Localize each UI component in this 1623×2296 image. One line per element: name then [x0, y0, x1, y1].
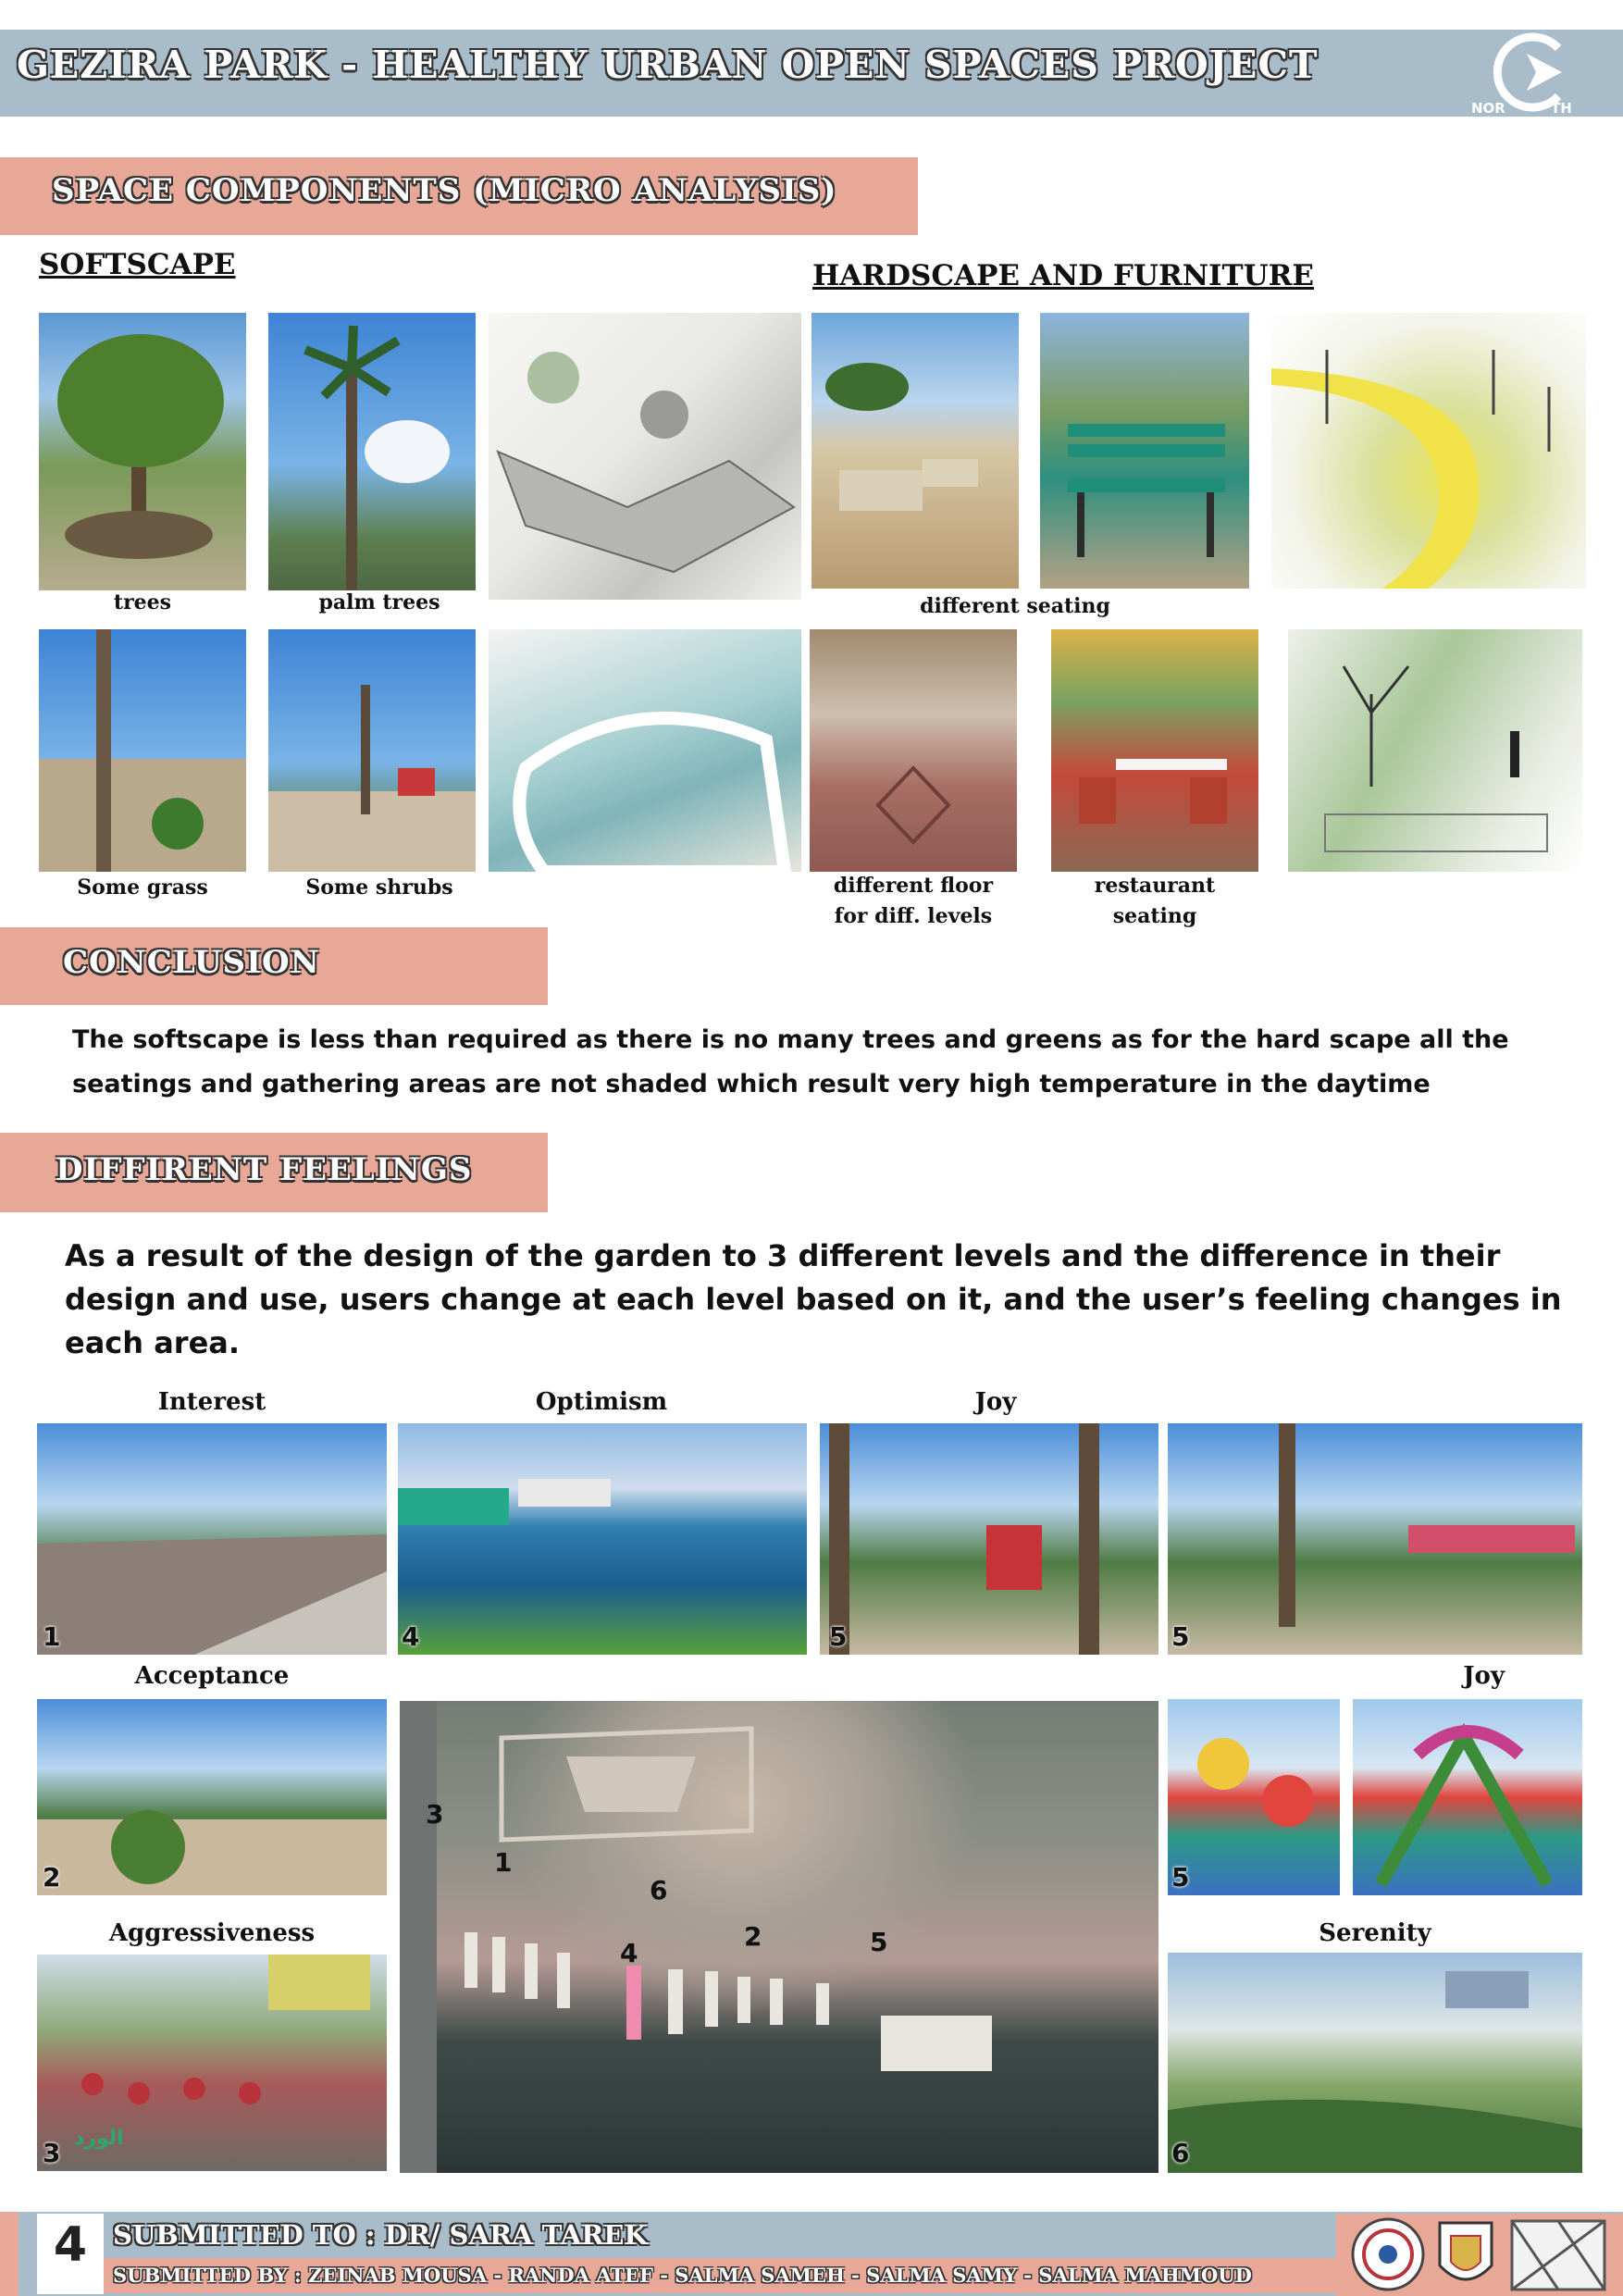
palm-trees-photo [268, 313, 476, 590]
page-title: GEZIRA PARK - HEALTHY URBAN OPEN SPACES PROJECT [17, 43, 1319, 87]
map-marker-4: 4 [620, 1938, 638, 1968]
photo-number-aggressiveness: 3 [43, 2138, 61, 2168]
page-number: 4 [53, 2217, 88, 2273]
feelings-title: DIFFIRENT FEELINGS [56, 1151, 473, 1188]
submitted-to: SUBMITTED TO : DR/ SARA TAREK [113, 2219, 648, 2251]
hardscape-title: HARDSCAPE AND FURNITURE [812, 259, 1315, 292]
caption-some-grass: Some grass [77, 875, 208, 900]
map-marker-3: 3 [426, 1799, 444, 1830]
footer-accent-strip [0, 2212, 19, 2296]
label-aggressiveness: Aggressiveness [108, 1919, 316, 1947]
map-marker-6: 6 [650, 1875, 668, 1905]
architecture-logo-icon [1512, 2221, 1604, 2290]
photo-number-interest: 1 [43, 1621, 61, 1652]
logo-text-left: NOR [1471, 100, 1505, 117]
optimism-photo [398, 1423, 807, 1655]
photo-number-joy-b: 5 [1171, 1621, 1190, 1652]
aggressiveness-photo [37, 1955, 387, 2171]
joy-rides-photo-b [1353, 1699, 1582, 1895]
label-acceptance: Acceptance [134, 1662, 290, 1690]
photo-number-joy-a: 5 [829, 1621, 848, 1652]
conclusion-title: CONCLUSION [63, 944, 320, 981]
aerial-map [400, 1701, 1158, 2173]
conclusion-line-2: seatings and gathering areas are not shaded which result very high temperature in the daytime [72, 1070, 1431, 1098]
softscape-title: SOFTSCAPE [39, 248, 236, 281]
joy-rides-photo-a [1168, 1699, 1340, 1895]
trees-photo [39, 313, 246, 590]
floor-photo [810, 629, 1017, 872]
joy-photo-b [1168, 1423, 1582, 1655]
photo-number-optimism: 4 [402, 1621, 420, 1652]
photo-number-serenity: 6 [1171, 2138, 1190, 2168]
photo-number-joy-rides: 5 [1171, 1862, 1190, 1893]
interest-photo [37, 1423, 387, 1655]
crowd-sign-text: الورد [74, 2127, 124, 2150]
hardscape-sketch-green [1288, 629, 1582, 872]
stone-seating-photo [812, 313, 1019, 589]
caption-palm-trees: palm trees [318, 590, 440, 614]
caption-some-shrubs: Some shrubs [305, 875, 453, 900]
map-marker-2: 2 [744, 1921, 762, 1952]
space-components-title: SPACE COMPONENTS (MICRO ANALYSIS) [52, 172, 837, 209]
caption-restaurant-line2: seating [1112, 904, 1197, 928]
caption-different-floor-line2: for diff. levels [834, 904, 993, 928]
feelings-line-1: As a result of the design of the garden to 3 different levels and the difference in their [65, 1238, 1501, 1273]
university-seal-icon [1353, 2219, 1423, 2290]
hardscape-sketch-yellow [1271, 313, 1586, 589]
grass-photo [39, 629, 246, 872]
photo-number-acceptance: 2 [43, 1862, 61, 1893]
acceptance-photo [37, 1699, 387, 1895]
label-joy-mid: Joy [1463, 1662, 1505, 1690]
caption-trees: trees [113, 590, 172, 614]
label-serenity: Serenity [1319, 1919, 1431, 1947]
joy-photo-a [820, 1423, 1158, 1655]
shrubs-photo [268, 629, 476, 872]
north-arrow-icon [1469, 28, 1584, 117]
label-joy-top: Joy [974, 1388, 1017, 1416]
logo-text-right: TH [1551, 100, 1572, 117]
serenity-photo [1168, 1953, 1582, 2173]
footer-logos [1336, 2214, 1623, 2296]
bench-photo [1040, 313, 1249, 589]
faculty-crest-icon [1440, 2223, 1492, 2279]
caption-restaurant-line1: restaurant [1094, 874, 1216, 898]
label-optimism: Optimism [535, 1388, 668, 1416]
water-sketch [489, 629, 801, 872]
label-interest: Interest [157, 1388, 266, 1416]
map-marker-5: 5 [870, 1927, 888, 1957]
caption-different-seating: different seating [920, 594, 1110, 618]
feelings-line-2: design and use, users change at each level based on it, and the user’s feeling changes in [65, 1282, 1562, 1317]
softscape-sketch [489, 313, 801, 600]
restaurant-photo [1051, 629, 1258, 872]
north-logo [1469, 28, 1584, 117]
feelings-line-3: each area. [65, 1325, 241, 1360]
conclusion-line-1: The softscape is less than required as there is no many trees and greens as for the hard scape all the [72, 1025, 1509, 1054]
map-marker-1: 1 [494, 1847, 513, 1878]
submitted-by: SUBMITTED BY : ZEINAB MOUSA - RANDA ATEF - SALMA SAMEH - SALMA SAMY - SALMA MAHMOUD [113, 2264, 1252, 2287]
caption-different-floor-line1: different floor [833, 874, 994, 898]
